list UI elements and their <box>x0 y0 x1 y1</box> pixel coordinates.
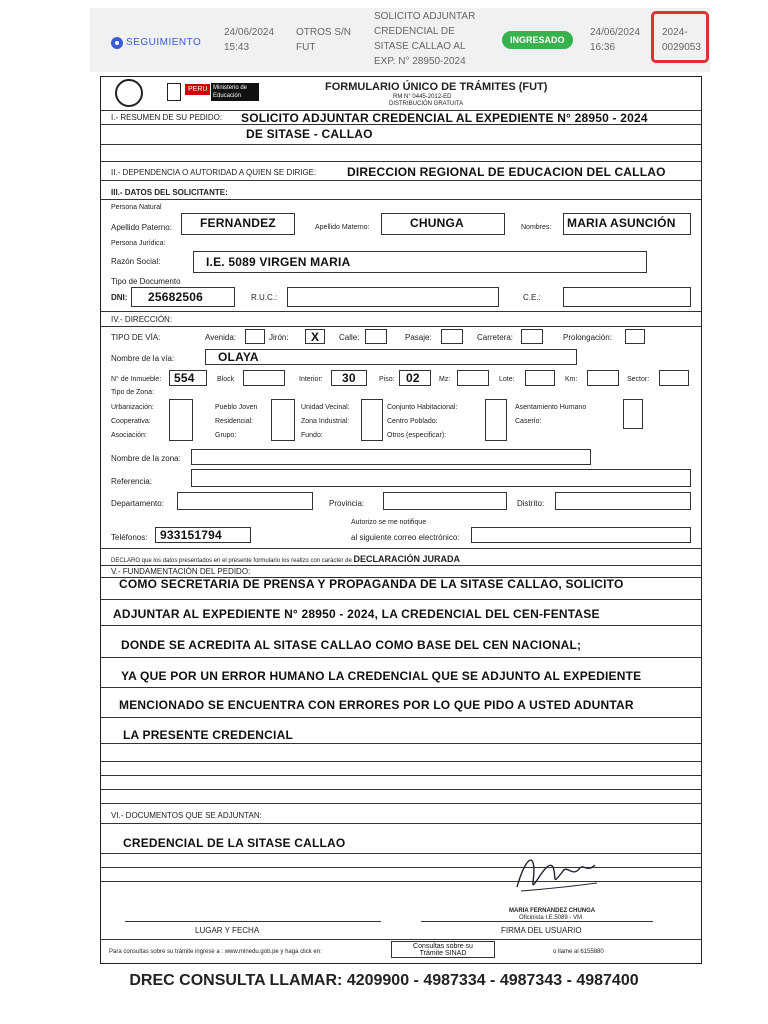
block-label: Block <box>217 376 235 383</box>
zona-urbanizacion-label: Urbanización: <box>111 404 154 411</box>
zona-col3-boxes[interactable] <box>361 399 383 441</box>
ruc-label: R.U.C.: <box>251 293 278 302</box>
pasaje-label: Pasaje: <box>405 333 432 342</box>
referencia-label: Referencia: <box>111 477 152 486</box>
sinad-button[interactable]: Consultas sobre su Trámite SINAD <box>391 941 495 958</box>
zona-col2-boxes[interactable] <box>271 399 295 441</box>
zona-pueblo-joven-label: Pueblo Joven <box>215 404 258 411</box>
section-5-label: V.- FUNDAMENTACIÓN DEL PEDIDO: <box>111 567 251 576</box>
zona-grupo-label: Grupo: <box>215 432 237 439</box>
piso-field[interactable]: 02 <box>399 370 431 386</box>
zona-cooperativa-label: Cooperativa: <box>111 418 151 425</box>
persona-natural-label: Persona Natural <box>111 204 162 211</box>
eye-icon <box>111 37 123 49</box>
nombres-label: Nombres: <box>521 224 552 231</box>
nombre-zona-field[interactable] <box>191 449 591 465</box>
apellido-materno-field[interactable]: CHUNGA <box>381 213 505 235</box>
ce-label: C.E.: <box>523 293 541 302</box>
tracking-link[interactable]: SEGUIMIENTO <box>111 35 201 50</box>
pasaje-checkbox[interactable] <box>441 329 463 344</box>
correo-field[interactable] <box>471 527 691 543</box>
inmueble-field[interactable]: 554 <box>169 370 207 386</box>
mz-label: Mz: <box>439 376 451 383</box>
avenida-checkbox[interactable] <box>245 329 265 344</box>
nombres-field[interactable]: MARIA ASUNCIÓN <box>563 213 691 235</box>
zona-fundo-label: Fundo: <box>301 432 323 439</box>
km-label: Km: <box>565 376 578 383</box>
interior-label: Interior: <box>299 376 323 383</box>
tipo-documento-label: Tipo de Documento <box>111 277 181 286</box>
authority-value: DIRECCION REGIONAL DE EDUCACION DEL CALLAO <box>347 165 666 179</box>
zona-unidad-vecinal-label: Unidad Vecinal: <box>301 404 350 411</box>
km-field[interactable] <box>587 370 619 386</box>
prolongacion-label: Prolongación: <box>563 333 612 342</box>
mz-field[interactable] <box>457 370 489 386</box>
provincia-field[interactable] <box>383 492 507 510</box>
request-description: SOLICITO ADJUNTAR CREDENCIAL DE SITASE CALLAO AL EXP. N° 28950-2024 <box>374 11 476 67</box>
inmueble-label: N° de Inmueble: <box>111 376 162 383</box>
reason-line-5: MENCIONADO SE ENCUENTRA CON ERRORES POR LO QUE PIDO A USTED ADUNTAR <box>119 698 634 712</box>
autorizo-label: Autorizo se me notifique <box>351 519 427 526</box>
departamento-field[interactable] <box>177 492 313 510</box>
tipo-via-label: TIPO DE VÍA: <box>111 333 161 342</box>
interior-field[interactable]: 30 <box>331 370 367 386</box>
zona-asentamiento-label: Asentamiento Humano <box>515 404 587 411</box>
zona-col5-boxes[interactable] <box>623 399 643 429</box>
lote-label: Lote: <box>499 376 515 383</box>
apellido-paterno-field[interactable]: FERNANDEZ <box>181 213 295 235</box>
ruc-field[interactable] <box>287 287 499 307</box>
referencia-field[interactable] <box>191 469 691 487</box>
updated-datetime: 24/06/2024 16:36 <box>590 27 641 53</box>
zona-caserio-label: Caserío: <box>515 418 542 425</box>
section-3-label: III.- DATOS DEL SOLICITANTE: <box>111 188 228 197</box>
tracking-row <box>90 8 710 72</box>
telefonos-label: Teléfonos: <box>111 533 148 542</box>
departamento-label: Departamento: <box>111 499 164 508</box>
ce-field[interactable] <box>563 287 691 307</box>
avenida-label: Avenida: <box>205 333 236 342</box>
dni-label: DNI: <box>111 293 128 302</box>
provincia-label: Provincia: <box>329 499 365 508</box>
signer-name: MARIA FERNANDEZ CHUNGA <box>509 908 596 914</box>
ministry-logo: Ministerio de Educación <box>211 83 259 101</box>
sector-label: Sector: <box>627 376 650 383</box>
distrito-field[interactable] <box>555 492 691 510</box>
lugar-fecha-label: LUGAR Y FECHA <box>195 926 260 935</box>
distrito-label: Distrito: <box>517 499 545 508</box>
highlight-box <box>651 11 709 63</box>
sector-field[interactable] <box>659 370 689 386</box>
signature-image <box>507 847 603 901</box>
peru-logo: PERÚ <box>185 84 210 95</box>
status-badge: INGRESADO <box>502 31 573 49</box>
zona-otros-label: Otros (especificar): <box>387 432 447 439</box>
expediente-number: 2024- 0029053 <box>662 27 701 53</box>
jiron-checkbox[interactable]: X <box>305 329 325 344</box>
fut-form <box>100 76 702 964</box>
registered-datetime: 24/06/2024 15:43 <box>224 27 275 53</box>
zona-col4-boxes[interactable] <box>485 399 507 441</box>
zona-asociacion-label: Asociación: <box>111 432 147 439</box>
razon-social-field[interactable]: I.E. 5089 VIRGEN MARIA <box>193 251 647 273</box>
reason-line-4: YA QUE POR UN ERROR HUMANO LA CREDENCIAL QUE SE ADJUNTO AL EXPEDIENTE <box>121 669 642 683</box>
reason-line-2: ADJUNTAR AL EXPEDIENTE N° 28950 - 2024, LA CREDENCIAL DEL CEN-FENTASE <box>113 607 600 621</box>
dni-field[interactable]: 25682506 <box>131 287 235 307</box>
distribution-note: DISTRIBUCIÓN GRATUITA <box>389 101 464 107</box>
jiron-label: Jirón: <box>269 333 289 342</box>
section-2-label: II.- DEPENDENCIA O AUTORIDAD A QUIEN SE DIRIGE: <box>111 168 317 177</box>
zona-industrial-label: Zona Industrial: <box>301 418 350 425</box>
nombre-via-field[interactable]: OLAYA <box>205 349 577 365</box>
signer-role: Oficinista I.E.5089 - VM <box>519 915 583 921</box>
carretera-checkbox[interactable] <box>521 329 543 344</box>
reason-line-1: COMO SECRETARIA DE PRENSA Y PROPAGANDA DE LA SITASE CALLAO, SOLICITO <box>119 577 624 591</box>
nombre-zona-label: Nombre de la zona: <box>111 454 181 463</box>
apellido-materno-label: Apellido Materno: <box>315 224 370 231</box>
attached-document: CREDENCIAL DE LA SITASE CALLAO <box>123 836 346 850</box>
drec-contact-line: DREC CONSULTA LLAMAR: 4209900 - 4987334 - 4987343 - 4987400 <box>129 972 639 989</box>
zona-col1-boxes[interactable] <box>169 399 193 441</box>
prolongacion-checkbox[interactable] <box>625 329 645 344</box>
coat-of-arms-icon <box>167 83 181 101</box>
block-field[interactable] <box>243 370 285 386</box>
razon-social-label: Razón Social: <box>111 257 161 266</box>
request-summary-line2: DE SITASE - CALLAO <box>246 127 373 141</box>
form-title: FORMULARIO ÚNICO DE TRÁMITES (FUT) <box>325 81 548 93</box>
zona-centro-poblado-label: Centro Poblado: <box>387 418 438 425</box>
zona-conjunto-label: Conjunto Habitacional: <box>387 404 458 411</box>
rm-number: RM N° 0445-2012-ED <box>393 94 452 100</box>
calle-checkbox[interactable] <box>365 329 387 344</box>
nombre-via-label: Nombre de la vía: <box>111 354 175 363</box>
declaro-text: DECLARO que los datos presentados en el presente formulario los realizo con carácter de DECLARACIÓN JURADA <box>111 554 460 564</box>
section-4-label: IV.- DIRECCIÓN: <box>111 315 173 324</box>
reason-line-3: DONDE SE ACREDITA AL SITASE CALLAO COMO BASE DEL CEN NACIONAL; <box>121 638 582 652</box>
consulta-text: Para consultas sobre su trámite ingrese a : www.minedu.gob.pe y haga click en: <box>109 949 322 955</box>
piso-label: Piso: <box>379 376 395 383</box>
correo-label: al siguiente correo electrónico: <box>351 533 460 542</box>
government-seal-icon <box>115 79 143 107</box>
lote-field[interactable] <box>525 370 555 386</box>
phone-note: o llame al 6155880 <box>553 949 604 955</box>
section-1-label: I.- RESUMEN DE SU PEDIDO: <box>111 113 223 122</box>
carretera-label: Carretera: <box>477 333 514 342</box>
section-6-label: VI.- DOCUMENTOS QUE SE ADJUNTAN: <box>111 811 262 820</box>
persona-juridica-label: Persona Jurídica: <box>111 240 166 247</box>
telefonos-field[interactable]: 933151794 <box>155 527 251 543</box>
request-summary-line1: SOLICITO ADJUNTAR CREDENCIAL AL EXPEDIENTE N° 28950 - 2024 <box>241 111 648 125</box>
document-type: OTROS S/N FUT <box>296 27 352 53</box>
zona-residencial-label: Residencial: <box>215 418 254 425</box>
apellido-paterno-label: Apellido Paterno: <box>111 223 172 232</box>
firma-usuario-label: FIRMA DEL USUARIO <box>501 926 582 935</box>
tipo-zona-label: Tipo de Zona: <box>111 389 154 396</box>
reason-line-6: LA PRESENTE CREDENCIAL <box>123 728 293 742</box>
calle-label: Calle: <box>339 333 360 342</box>
